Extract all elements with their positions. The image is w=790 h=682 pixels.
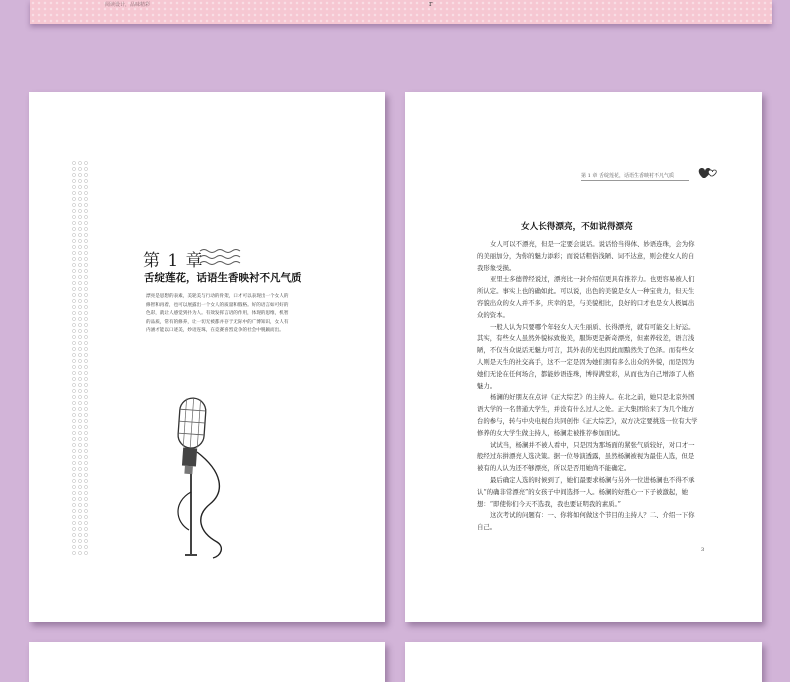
top-banner (30, 0, 772, 24)
hearts-icon (697, 165, 719, 181)
banner-caption: 阅读设计，品味精彩 (105, 2, 151, 8)
banner-mark: r (429, 0, 433, 8)
body-paragraph: 女人可以不漂亮，但是一定要会说话。说话恰当得体、妙语连珠，会为你的美丽加分，为你的魅力添彩；而说话粗俗浅陋、词不达意，则会使女人的自我形象受损。 (477, 240, 695, 272)
article-title: 女人长得漂亮，不如说得漂亮 (521, 222, 633, 232)
next-page-left (29, 642, 385, 682)
body-paragraph: 最后确定人选的时候到了，她们最要求杨澜与另外一位进杨澜也不得不承认“的确非常漂亮”的女孩子中间选择一人。杨澜的好胜心一下子被激起，她想：“即使你们今天不选我，我也要证明我的素质。” (477, 475, 695, 508)
chapter-number: 第 1 章 (143, 251, 204, 271)
chapter-title: 舌绽莲花，话语生香映衬不凡气质 (144, 272, 302, 284)
body-paragraph: 杨澜的好朋友在点评《正大综艺》的主持人。在北之前，她只是北京外国语大学的一名普通大学生，并没有什么过人之处。正大集团给来了为几个地方台的参与，转与中央电视台共同创作《正大综艺》，双方决定要挑选一位有大学修养的女大学生做主持人，杨澜走被推荐参加面试。 (477, 393, 698, 437)
body-paragraph: 亚里士多德曾经说过，漂亮比一封介绍信更具有推荐力。也更容易被人们所认定。事实上也的确如此。可以说，出色的美貌是女人一种宝贵力，但天生容貌出众的女人并不多，庆幸的是，与美貌相比，良好的口才也是女人极属出众的资本。 (477, 275, 695, 319)
article-page (405, 92, 762, 622)
next-page-right (405, 642, 762, 682)
article-body (477, 239, 699, 534)
chapter-opening-page (29, 92, 385, 622)
page-number: 3 (701, 547, 705, 553)
header-rule (581, 180, 689, 181)
body-paragraph: 试试当，杨澜并不被人看中，只是因为那场面的紧张气质较好，对口才一般经过东拼漂亮人选决策。据一位导演透露，虽然杨澜被视为最佳人选，但是被有的人认为还不够漂亮，所以是否用她尚不能确定。 (477, 440, 695, 473)
microphone-icon (165, 392, 235, 562)
running-head: 第 1 章 舌绽莲花，话语生香映衬不凡气质 (581, 173, 674, 179)
chapter-intro: 漂亮是思想的表素，美轮美与行动的骨架，口才可以表现出一个女人的修智和再着，也可以展露出一个女人的质量和假格。好的语言如可好的色彩，就让人感觉到扑为人。有效发挥言语的作用，体现的思维，机智的品质，常有的修养，让一切无被都并存于无际中的广博知识，女人有内涵才能以口迹美，妙语连珠，在竞赛喜烈竞争的社会中脱颖而出。 (146, 294, 289, 334)
body-paragraph: 一般人认为只要哪个年轻女人天生丽质、长得漂亮，就有可能交上好运。其实，有些女人虽然外貌标致俊美，服饰更是新奇漂亮，但素养较差，语言浅陋，不仅当众说话无魅力可言，其外表的光也因此而黯然失了色泽。而有些女人则是天生的社交高手，这不一定是因为她们拥有多么出众的外貌，而是因为她们无论在任何场合，都能妙语连珠，博得满堂彩，从而也为自己增添了人格魅力。 (477, 322, 695, 390)
dot-pattern-decoration (71, 160, 89, 556)
wave-ornament-icon (199, 248, 241, 266)
body-paragraph: 这次考试的问题有：一、你将如何做这个节目的主持人？二、介绍一下你自己。 (477, 511, 695, 532)
